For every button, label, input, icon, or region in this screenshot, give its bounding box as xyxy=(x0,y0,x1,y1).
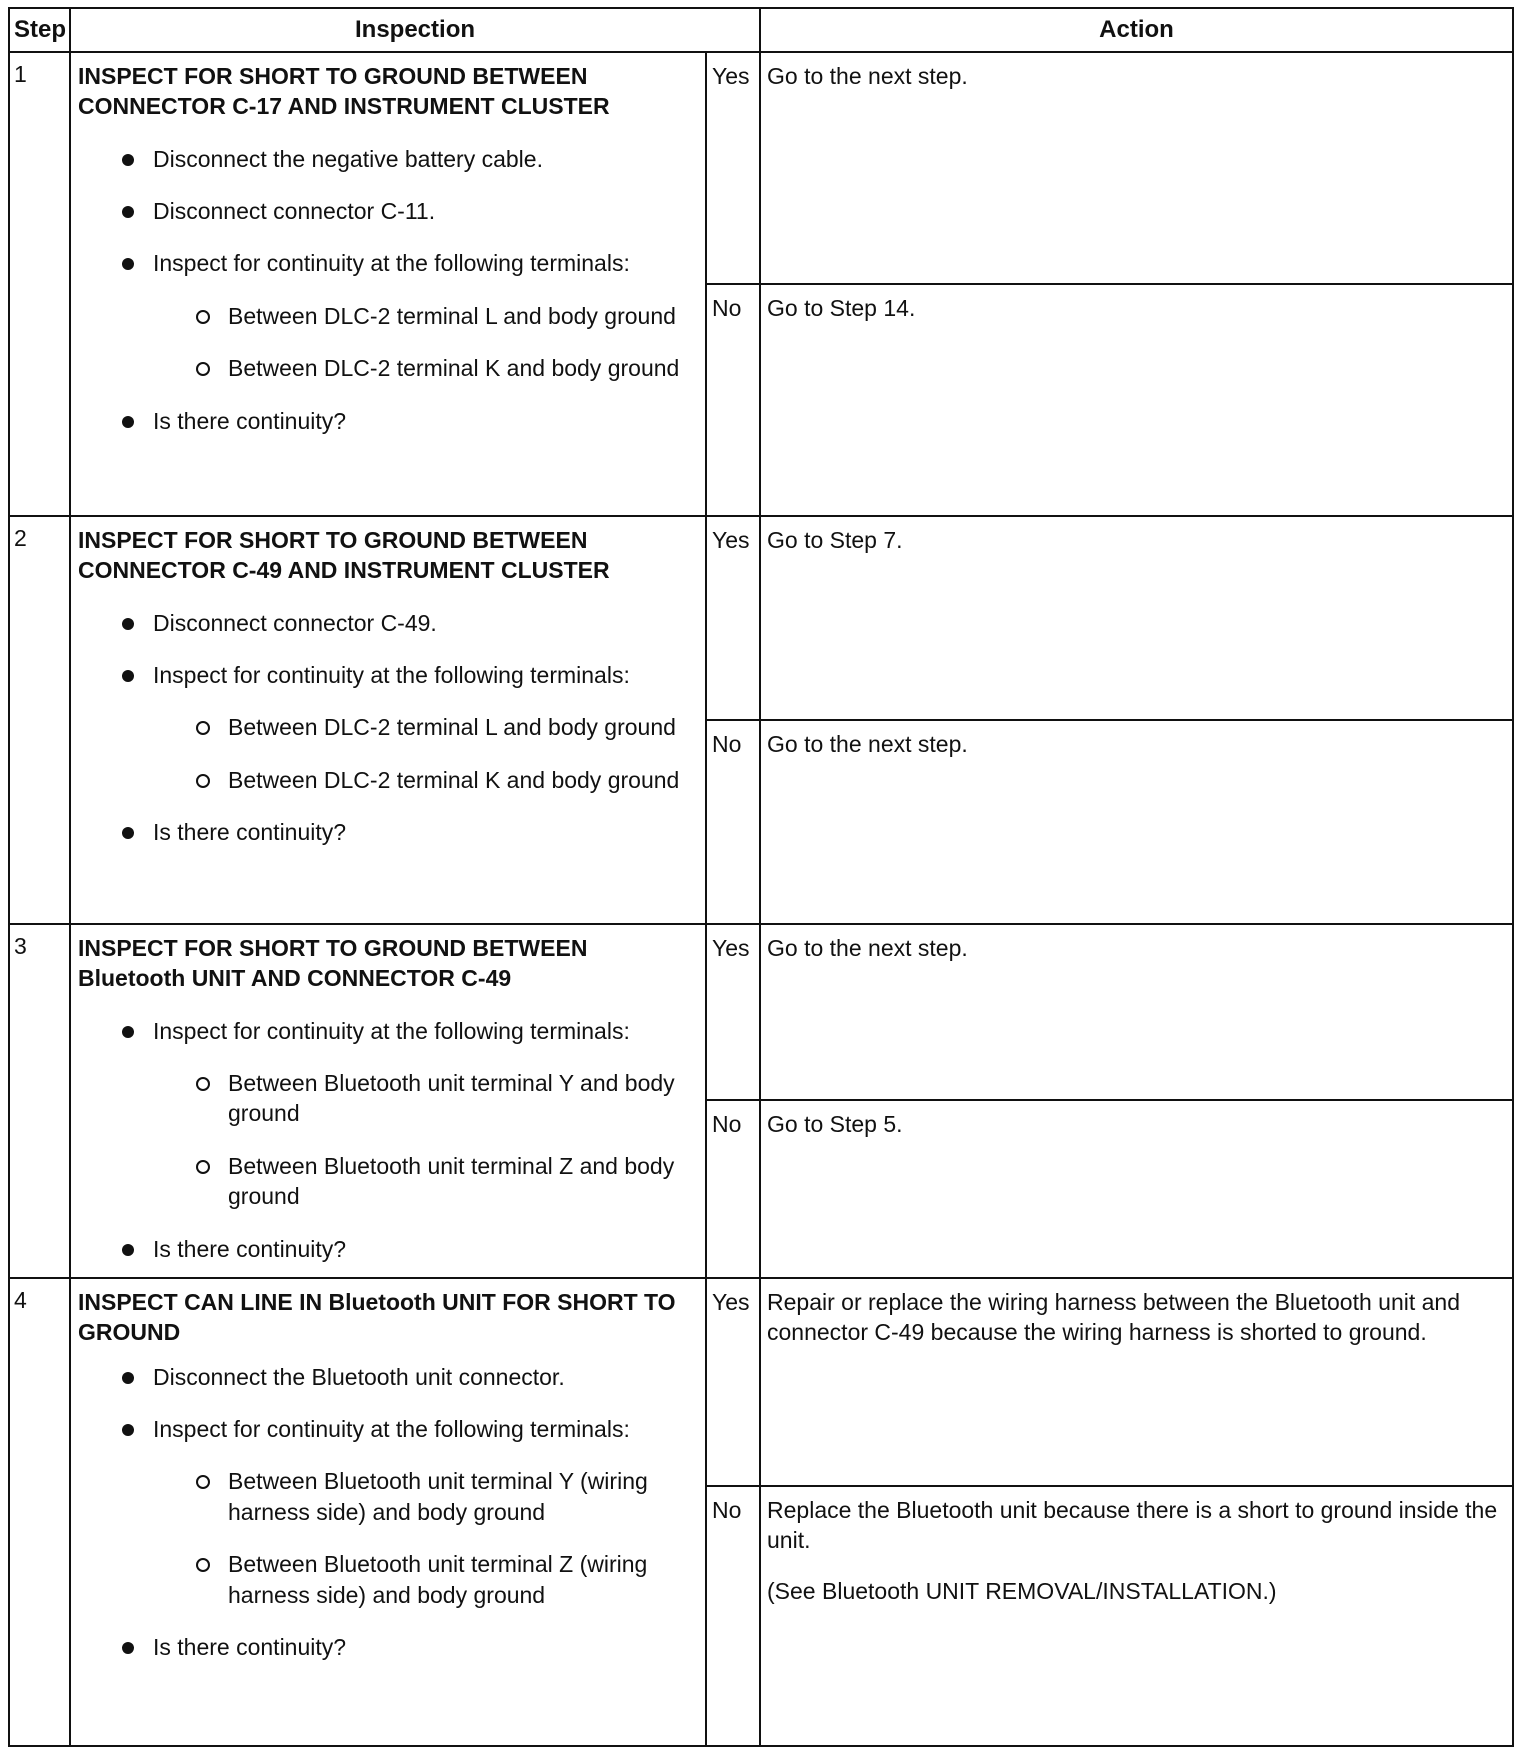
diagnostic-table xyxy=(8,7,1514,1747)
check-item: Is there continuity? xyxy=(78,1632,695,1662)
check-list xyxy=(78,144,695,279)
inspection-cell xyxy=(70,516,706,924)
no-label: No xyxy=(706,720,760,924)
check-list xyxy=(78,608,695,691)
terminal-list xyxy=(78,1068,695,1211)
header-inspection: Inspection xyxy=(70,8,760,52)
step-title: INSPECT FOR SHORT TO GROUND BETWEEN Bluetooth UNIT AND CONNECTOR C-49 xyxy=(78,935,588,992)
yes-action: Go to the next step. xyxy=(760,924,1513,1100)
header-step: Step xyxy=(9,8,70,52)
step-number: 3 xyxy=(9,924,70,1278)
check-list xyxy=(78,1632,695,1662)
header-action: Action xyxy=(760,8,1513,52)
yes-label: Yes xyxy=(706,516,760,720)
yes-label: Yes xyxy=(706,924,760,1100)
check-list xyxy=(78,1362,695,1445)
inspection-cell xyxy=(70,924,706,1278)
no-action: Go to Step 14. xyxy=(760,284,1513,516)
check-item: Inspect for continuity at the following terminals: xyxy=(78,1414,695,1444)
yes-action: Repair or replace the wiring harness between the Bluetooth unit and connector C-49 because the wiring harness is shorted to ground. xyxy=(760,1278,1513,1486)
check-list xyxy=(78,817,695,847)
check-list xyxy=(78,1234,695,1264)
terminal-item: Between DLC-2 terminal K and body ground xyxy=(78,353,695,383)
header-row xyxy=(9,8,1513,52)
check-item: Is there continuity? xyxy=(78,817,695,847)
inspection-cell xyxy=(70,1278,706,1746)
check-item: Is there continuity? xyxy=(78,1234,695,1264)
terminal-list xyxy=(78,301,695,384)
no-label: No xyxy=(706,1100,760,1278)
terminal-item: Between Bluetooth unit terminal Y (wiring harness side) and body ground xyxy=(78,1466,695,1527)
step-row-2-yes xyxy=(9,516,1513,720)
terminal-list xyxy=(78,1466,695,1609)
no-label: No xyxy=(706,284,760,516)
check-item: Disconnect the Bluetooth unit connector. xyxy=(78,1362,695,1392)
check-item: Disconnect connector C-11. xyxy=(78,196,695,226)
no-label: No xyxy=(706,1486,760,1746)
step-row-4-yes xyxy=(9,1278,1513,1486)
check-list xyxy=(78,406,695,436)
yes-action: Go to Step 7. xyxy=(760,516,1513,720)
no-action: Replace the Bluetooth unit because there is a short to ground inside the unit. xyxy=(767,1497,1498,1554)
check-item: Inspect for continuity at the following terminals: xyxy=(78,660,695,690)
step-row-3-yes xyxy=(9,924,1513,1100)
step-title: INSPECT FOR SHORT TO GROUND BETWEEN CONNECTOR C-49 AND INSTRUMENT CLUSTER xyxy=(78,527,610,584)
no-action: Go to the next step. xyxy=(760,720,1513,924)
terminal-item: Between DLC-2 terminal L and body ground xyxy=(78,712,695,742)
yes-label: Yes xyxy=(706,52,760,284)
check-item: Disconnect the negative battery cable. xyxy=(78,144,695,174)
terminal-item: Between DLC-2 terminal L and body ground xyxy=(78,301,695,331)
check-item: Is there continuity? xyxy=(78,406,695,436)
step-number: 4 xyxy=(9,1278,70,1746)
yes-label: Yes xyxy=(706,1278,760,1486)
no-action-cell xyxy=(760,1486,1513,1746)
no-action: Go to Step 5. xyxy=(760,1100,1513,1278)
terminal-item: Between Bluetooth unit terminal Z (wiring harness side) and body ground xyxy=(78,1549,695,1610)
check-list xyxy=(78,1016,695,1046)
check-item: Inspect for continuity at the following terminals: xyxy=(78,248,695,278)
reference-note: (See Bluetooth UNIT REMOVAL/INSTALLATION.) xyxy=(767,1577,1277,1604)
terminal-item: Between DLC-2 terminal K and body ground xyxy=(78,765,695,795)
check-item: Disconnect connector C-49. xyxy=(78,608,695,638)
terminal-item: Between Bluetooth unit terminal Z and body ground xyxy=(78,1151,695,1212)
check-item: Inspect for continuity at the following terminals: xyxy=(78,1016,695,1046)
step-number: 1 xyxy=(9,52,70,516)
terminal-item: Between Bluetooth unit terminal Y and body ground xyxy=(78,1068,695,1129)
yes-action: Go to the next step. xyxy=(760,52,1513,284)
terminal-list xyxy=(78,712,695,795)
inspection-cell xyxy=(70,52,706,516)
step-number: 2 xyxy=(9,516,70,924)
step-row-1-yes xyxy=(9,52,1513,284)
step-title: INSPECT CAN LINE IN Bluetooth UNIT FOR SHORT TO GROUND xyxy=(78,1289,676,1346)
step-title: INSPECT FOR SHORT TO GROUND BETWEEN CONNECTOR C-17 AND INSTRUMENT CLUSTER xyxy=(78,63,610,120)
